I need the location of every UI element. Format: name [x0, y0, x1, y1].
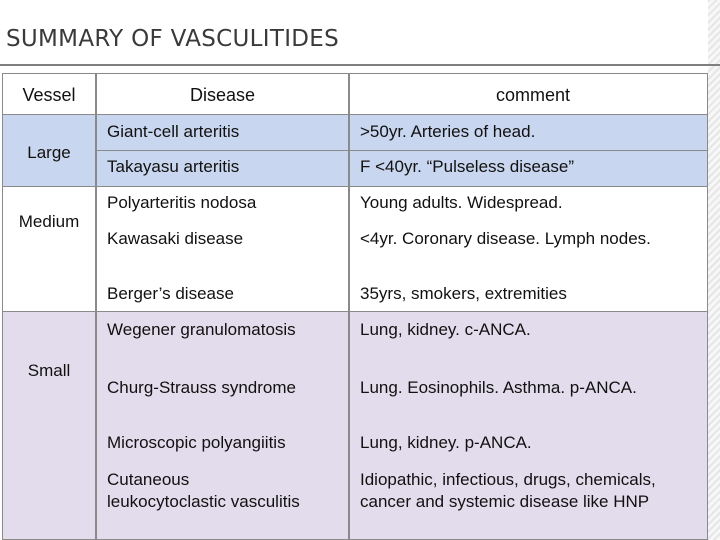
vasculitides-table	[2, 73, 708, 540]
disease-name: Microscopic polyangiitis	[107, 433, 286, 452]
comment-medium-cell	[350, 186, 707, 311]
comment-text: F <40yr. “Pulseless disease”	[360, 157, 575, 176]
page-title: SUMMARY OF VASCULITIDES	[6, 26, 340, 52]
disease-name: Kawasaki disease	[107, 229, 244, 248]
disease-name: Takayasu arteritis	[107, 157, 240, 176]
disease-name: Churg-Strauss syndrome	[107, 378, 296, 397]
disease-name: Wegener granulomatosis	[107, 320, 296, 339]
vessel-small-label: Small	[27, 361, 71, 380]
vessel-large-cell	[3, 114, 95, 186]
vessel-header: Vessel	[22, 85, 76, 105]
comment-column	[349, 73, 708, 540]
disease-cell	[97, 114, 348, 150]
decorative-edge-pattern	[708, 0, 720, 540]
comment-text: Lung, kidney. c-ANCA.	[360, 320, 531, 339]
vessel-medium-label: Medium	[18, 212, 80, 231]
disease-medium-cell	[97, 186, 348, 311]
comment-text: Young adults. Widespread.	[360, 193, 563, 212]
disease-name: Polyarteritis nodosa	[107, 193, 257, 212]
vessel-small-cell	[3, 311, 95, 540]
comment-text-line2: cancer and systemic disease like HNP	[360, 492, 650, 511]
comment-text: Lung, kidney. p-ANCA.	[360, 433, 532, 452]
comment-header-cell	[350, 74, 707, 114]
comment-text-line1: Idiopathic, infectious, drugs, chemicals,	[360, 470, 656, 489]
disease-header-cell	[97, 74, 348, 114]
comment-text: 35yrs, smokers, extremities	[360, 284, 567, 303]
comment-header: comment	[496, 85, 571, 105]
disease-name-line1: Cutaneous	[107, 470, 190, 489]
disease-name-line2: leukocytoclastic vasculitis	[107, 492, 300, 511]
vessel-large-label: Large	[27, 143, 71, 162]
comment-text: <4yr. Coronary disease. Lymph nodes.	[360, 229, 651, 248]
comment-text: >50yr. Arteries of head.	[360, 122, 536, 141]
vessel-header-cell	[3, 74, 95, 114]
disease-cell	[97, 150, 348, 186]
title-divider	[0, 64, 720, 66]
disease-name: Giant-cell arteritis	[107, 122, 240, 141]
vessel-column	[2, 73, 96, 540]
comment-cell	[350, 114, 707, 150]
vessel-medium-cell	[3, 186, 95, 311]
disease-header: Disease	[190, 85, 256, 105]
disease-column	[96, 73, 349, 540]
comment-text: Lung. Eosinophils. Asthma. p-ANCA.	[360, 378, 637, 397]
disease-name: Berger’s disease	[107, 284, 234, 303]
comment-cell	[350, 150, 707, 186]
comment-small-cell	[350, 311, 707, 540]
disease-small-cell	[97, 311, 348, 540]
